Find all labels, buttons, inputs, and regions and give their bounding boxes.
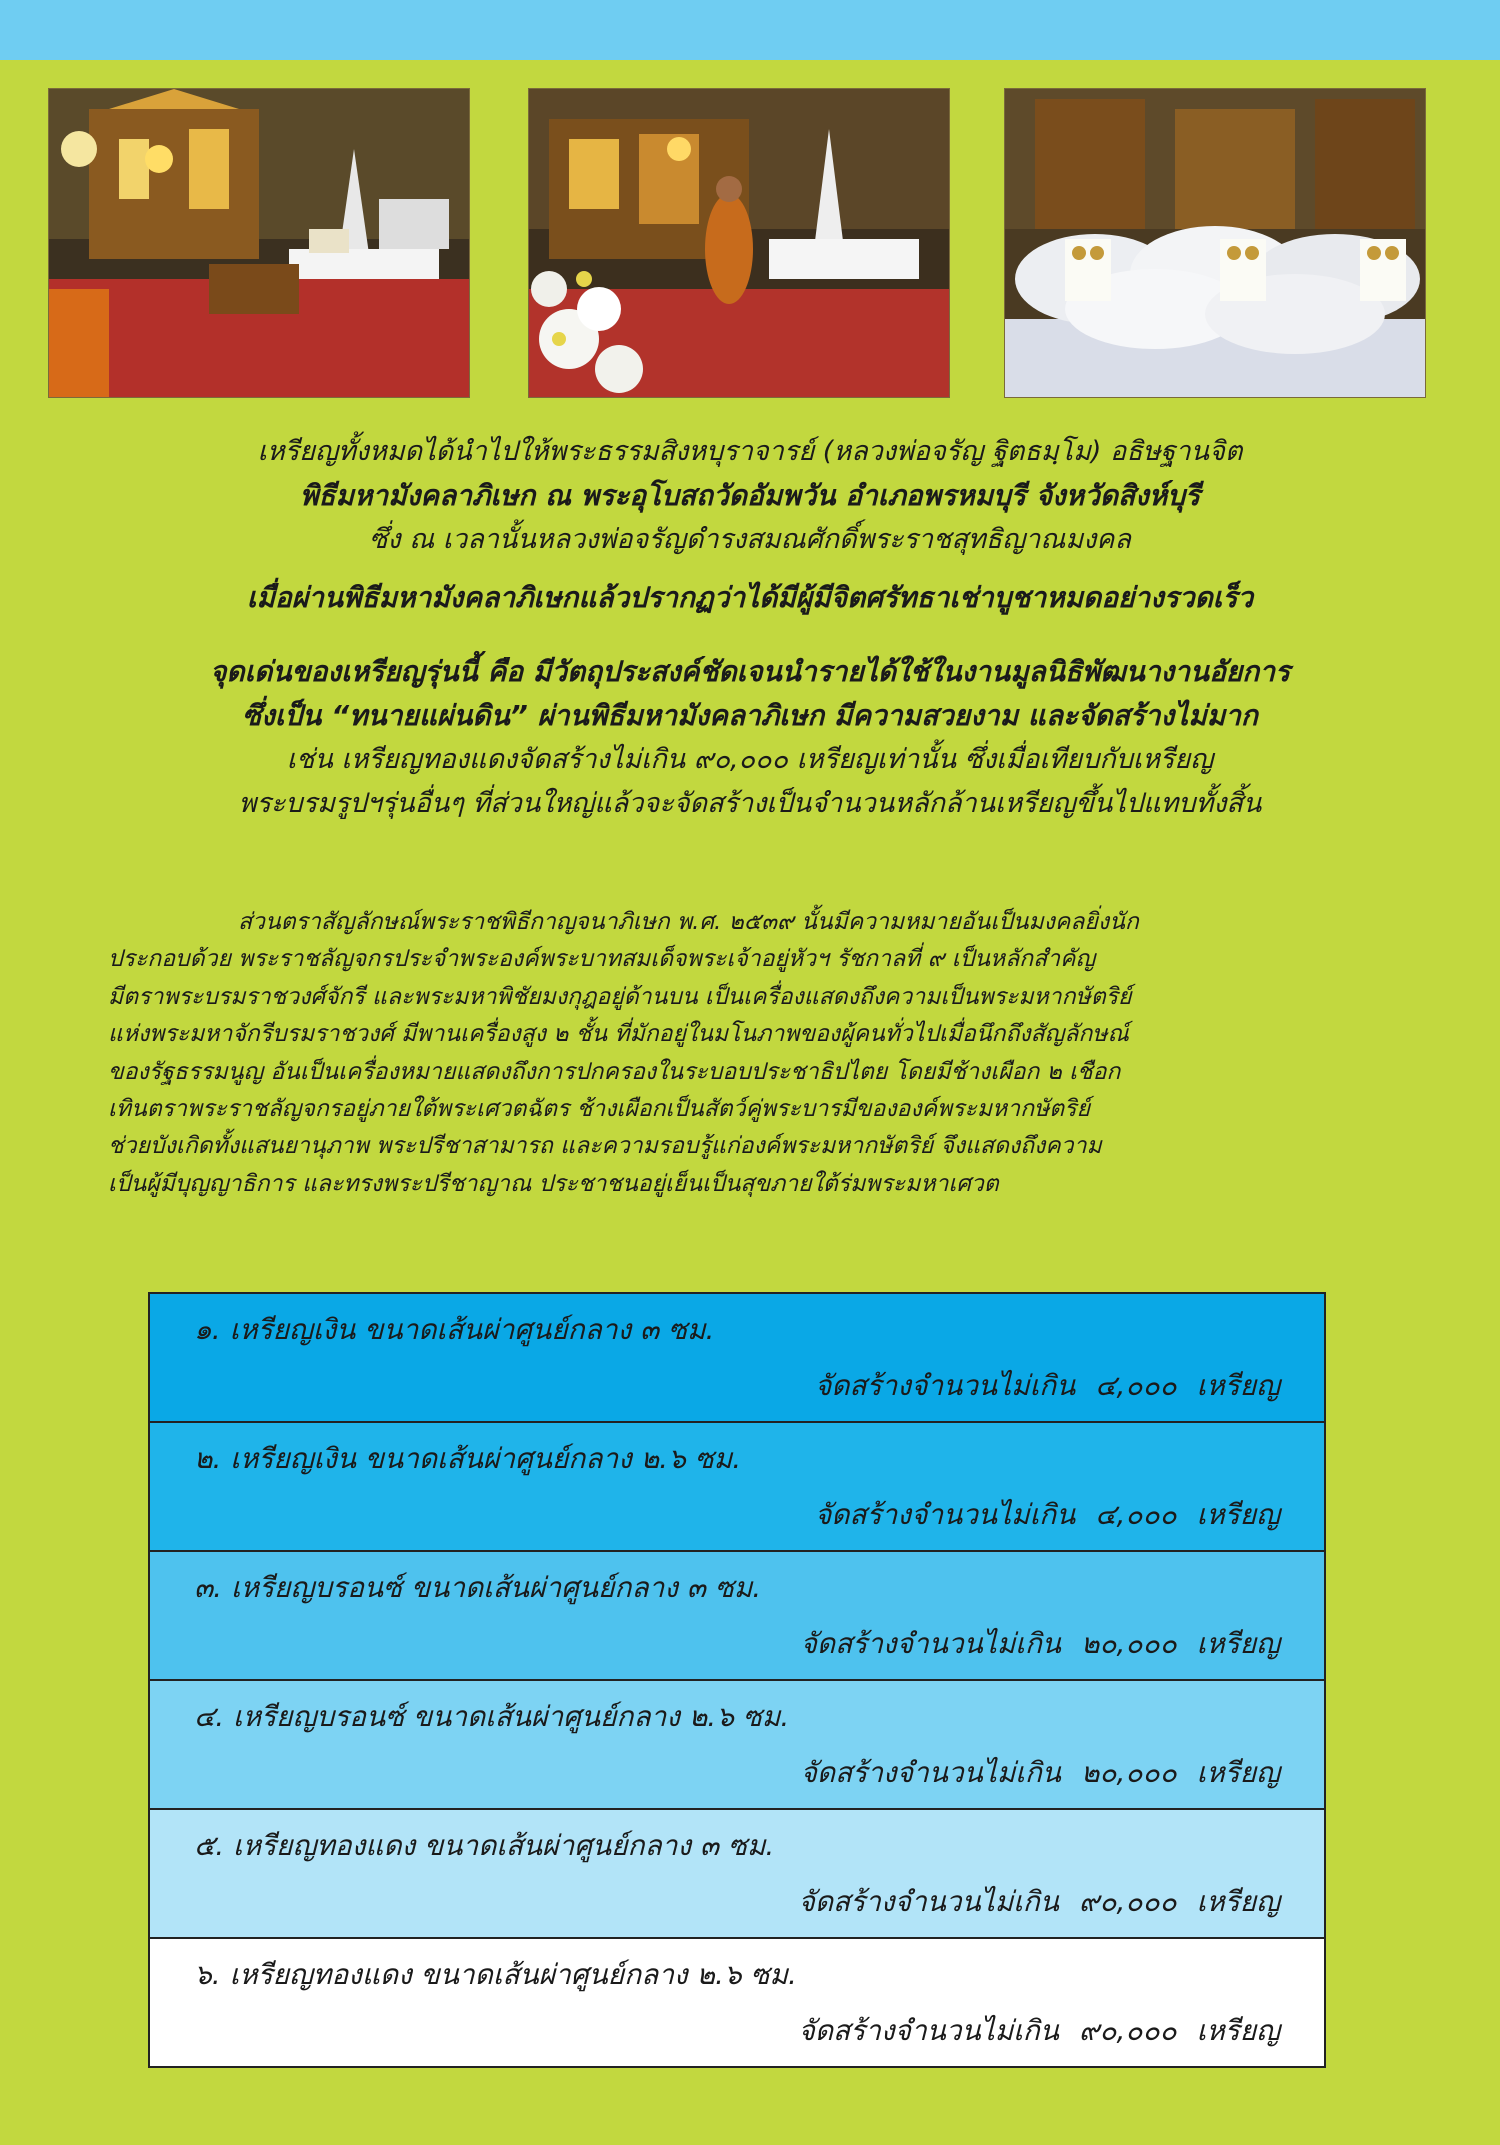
coin-title: ๓. เหรียญบรอนซ์ ขนาดเส้นผ่าศูนย์กลาง ๓ ซม. (194, 1571, 762, 1604)
detail-line: ประกอบด้วย พระราชลัญจกรประจำพระองค์พระบาทสมเด็จพระเจ้าอยู่หัวฯ รัชกาลที่ ๙ เป็นหลักสำคัญ (108, 946, 1096, 973)
coin-title: ๔. เหรียญบรอนซ์ ขนาดเส้นผ่าศูนย์กลาง ๒.๖ ซม. (194, 1700, 790, 1733)
coin-sacks-photo (1004, 88, 1426, 398)
coin-title: ๕. เหรียญทองแดง ขนาดเส้นผ่าศูนย์กลาง ๓ ซม. (194, 1829, 775, 1862)
detail-line: แห่งพระมหาจักรีบรมราชวงศ์ มีพานเครื่องสูง ๒ ชั้น ที่มักอยู่ในมโนภาพของผู้คนทั่วไปเมื่อนึกถึงสัญลักษณ์ (108, 1021, 1129, 1048)
intro-line: ซึ่งเป็น “ทนายแผ่นดิน” ผ่านพิธีมหามังคลาภิเษก มีความสวยงาม และจัดสร้างไม่มาก (242, 699, 1258, 732)
coin-quantity: จัดสร้างจำนวนไม่เกิน ๔,๐๐๐ เหรียญ (814, 1498, 1280, 1531)
intro-line: ซึ่ง ณ เวลานั้นหลวงพ่อจรัญดำรงสมณศักดิ์พระราชสุทธิญาณมงคล (369, 524, 1131, 555)
detail-line: เทินตราพระราชลัญจกรอยู่ภายใต้พระเศวตฉัตร ช้างเผือกเป็นสัตว์คู่พระบารมีขององค์พระมหากษัตริย์ (108, 1096, 1090, 1123)
intro-line: เมื่อผ่านพิธีมหามังคลาภิเษกแล้วปรากฏว่าได้มีผู้มีจิตศรัทธาเช่าบูชาหมดอย่างรวดเร็ว (246, 581, 1254, 614)
detail-line: ช่วยบังเกิดทั้งแสนยานุภาพ พระปรีชาสามารถ และความรอบรู้แก่องค์พระมหากษัตริย์ จึงแสดงถึงความ (108, 1133, 1102, 1160)
coin-row (150, 1294, 1324, 1423)
detail-line: ของรัฐธรรมนูญ อันเป็นเครื่องหมายแสดงถึงการปกครองในระบอบประชาธิปไตย โดยมีช้างเผือก ๒ เชือก (108, 1058, 1121, 1085)
intro-line: เหรียญทั้งหมดได้นำไปให้พระธรรมสิงหบุราจารย์ (หลวงพ่อจรัญ ฐิตธมฺโม) อธิษฐานจิต (257, 436, 1243, 467)
coin-quantity: จัดสร้างจำนวนไม่เกิน ๙๐,๐๐๐ เหรียญ (798, 1885, 1280, 1918)
coin-row (150, 1810, 1324, 1939)
coin-list-table (148, 1292, 1326, 2068)
intro-line: พิธีมหามังคลาภิเษก ณ พระอุโบสถวัดอัมพวัน อำเภอพรหมบุรี จังหวัดสิงห์บุรี (299, 479, 1201, 512)
coin-quantity: จัดสร้างจำนวนไม่เกิน ๒๐,๐๐๐ เหรียญ (800, 1756, 1280, 1789)
intro-line: เช่น เหรียญทองแดงจัดสร้างไม่เกิน ๙๐,๐๐๐ เหรียญเท่านั้น ซึ่งเมื่อเทียบกับเหรียญ (286, 744, 1214, 775)
intro-section (60, 430, 1440, 826)
detail-line: เป็นผู้มีบุญญาธิการ และทรงพระปรีชาญาณ ประชาชนอยู่เย็นเป็นสุขภายใต้ร่มพระมหาเศวต (108, 1170, 999, 1197)
detail-line: มีตราพระบรมราชวงศ์จักรี และพระมหาพิชัยมงกุฎอยู่ด้านบน เป็นเครื่องแสดงถึงความเป็นพระมหากษัตริย์ (108, 983, 1132, 1010)
emblem-description (108, 904, 1398, 1203)
altar-ceremony-hall-photo (48, 88, 470, 398)
top-banner-bar (0, 0, 1500, 60)
coin-quantity: จัดสร้างจำนวนไม่เกิน ๔,๐๐๐ เหรียญ (814, 1369, 1280, 1402)
intro-line: จุดเด่นของเหรียญรุ่นนี้ คือ มีวัตถุประสงค์ชัดเจนนำรายได้ใช้ในงานมูลนิธิพัฒนางานอัยการ (209, 655, 1291, 688)
coin-quantity: จัดสร้างจำนวนไม่เกิน ๙๐,๐๐๐ เหรียญ (798, 2014, 1280, 2047)
coin-row (150, 1939, 1324, 2066)
coin-row (150, 1552, 1324, 1681)
coin-title: ๑. เหรียญเงิน ขนาดเส้นผ่าศูนย์กลาง ๓ ซม. (194, 1313, 715, 1346)
coin-quantity: จัดสร้างจำนวนไม่เกิน ๒๐,๐๐๐ เหรียญ (800, 1627, 1280, 1660)
coin-title: ๒. เหรียญเงิน ขนาดเส้นผ่าศูนย์กลาง ๒.๖ ซม. (194, 1442, 742, 1475)
coin-row (150, 1423, 1324, 1552)
monk-ceremony-photo (528, 88, 950, 398)
coin-title: ๖. เหรียญทองแดง ขนาดเส้นผ่าศูนย์กลาง ๒.๖ ซม. (194, 1958, 797, 1991)
coin-row (150, 1681, 1324, 1810)
detail-line: ส่วนตราสัญลักษณ์พระราชพิธีกาญจนาภิเษก พ.ศ. ๒๕๓๙ นั้นมีความหมายอันเป็นมงคลยิ่งนัก (238, 909, 1139, 935)
intro-line: พระบรมรูปฯรุ่นอื่นๆ ที่ส่วนใหญ่แล้วจะจัดสร้างเป็นจำนวนหลักล้านเหรียญขึ้นไปแทบทั้งสิ้น (238, 788, 1262, 819)
